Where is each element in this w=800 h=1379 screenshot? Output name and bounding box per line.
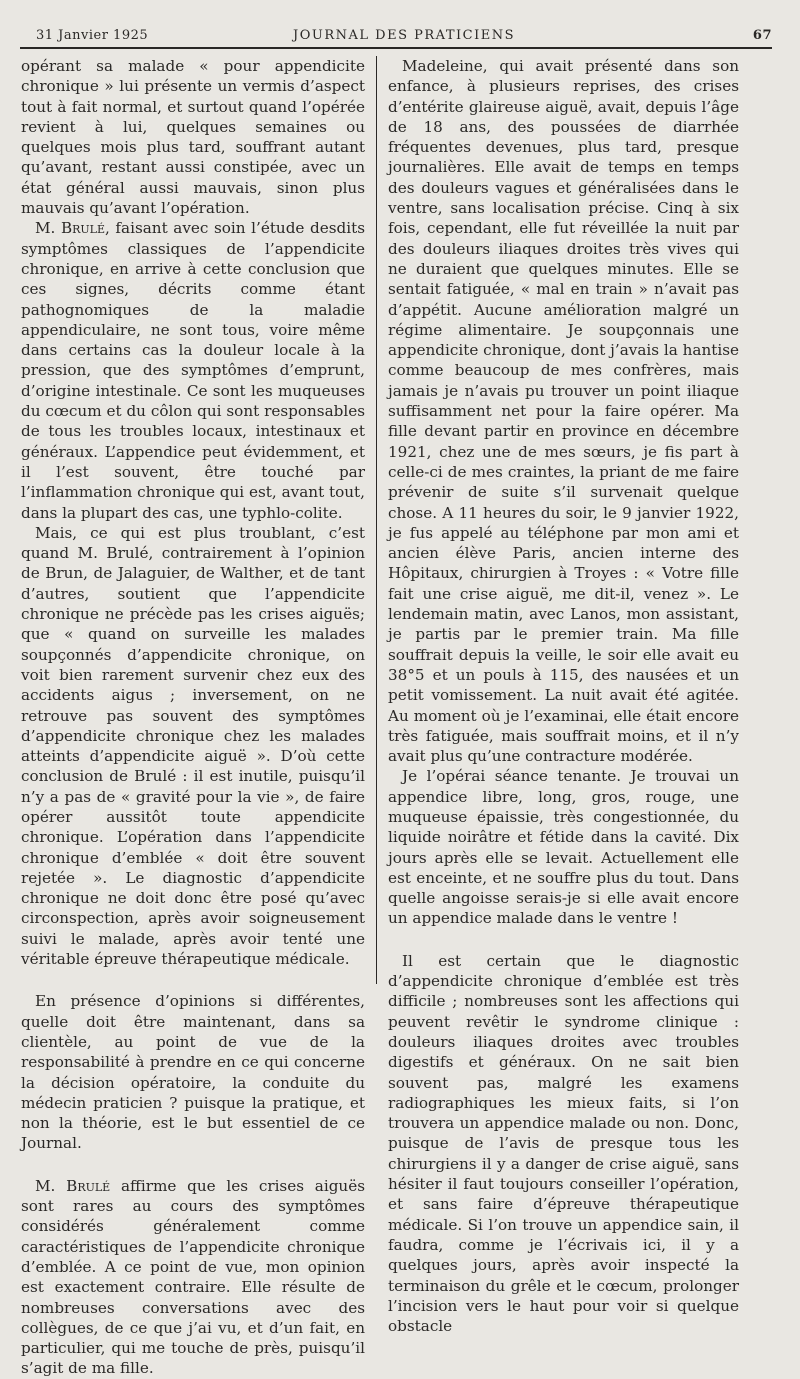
paragraph <box>21 1176 365 1379</box>
author-name: M. Brulé <box>35 1176 111 1195</box>
header-date: 31 Janvier 1925 <box>36 28 149 43</box>
paragraph-text: affirme que les crises aiguës sont rares au cours des symptômes considérés généralement comme caractéristiques de l’appendicite chronique d’emblée. A ce point de vue, mon opinion est exactement contraire. Elle résulte de nombreuses conversations avec des collègues, de ce que j’ai vu, et d’un fait, en particulier, qui me touche de près, puisqu’il s’agit de ma fille. <box>21 1176 365 1378</box>
section-gap <box>21 969 365 991</box>
paragraph: Mais, ce qui est plus troublant, c’est quand M. Brulé, contrairement à l’opinion de Brun, de Jalaguier, de Walther, et de tant d’autres, soutient que l’appendicite chronique ne précède pas les crises aiguës; que « quand on surveille les malades soupçonnés d’appendicite chronique, on voit bien rarement survenir chez eux des accidents aigus ; inversement, on ne retrouve pas souvent des symptômes d’appendicite chronique chez les malades atteints d’appendicite aiguë ». D’où cette conclusion de Brulé : il est inutile, puisqu’il n’y a pas de « gravité pour la vie », de faire opérer aussitôt toute appendicite chronique. L’opération dans l’appendicite chronique d’emblée « doit être souvent rejetée ». Le diagnostic d’appendicite chronique ne doit donc être posé qu’avec circonspection, après avoir soigneusement suivi le malade, après avoir tenté une véritable épreuve thérapeutique médicale. <box>21 523 365 969</box>
right-column <box>388 56 739 1336</box>
paragraph: Il est certain que le diagnostic d’appendicite chronique d’emblée est très difficile ; nombreuses sont les affections qui peuvent revêtir le syndrome clinique : douleurs iliaques droites avec troubles digestifs et généraux. On ne sait bien souvent pas, malgré les examens radiographiques les mieux faits, si l’on trouvera un appendice malade ou non. Donc, puisque de l’avis de presque tous les chirurgiens il y a danger de crise aiguë, sans hésiter il faut toujours conseiller l’opération, et sans faire d’épreuve thérapeutique médicale. Si l’on trouve un appendice sain, il faudra, comme je l’écrivais ici, il y a quelques jours, après avoir inspecté la terminaison du grêle et le cœcum, prolonger l’incision vers le haut pour voir si quelque obstacle <box>388 951 739 1336</box>
running-header <box>36 26 772 48</box>
paragraph <box>21 218 365 522</box>
paragraph: opérant sa malade « pour appendicite chronique » lui présente un vermis d’aspect tout à fait normal, et surtout quand l’opérée revient à lui, quelques semaines ou quelques mois plus tard, souffrant autant qu’avant, restant aussi constipée, avec un état général aussi mauvais, sinon plus mauvais qu’avant l’opération. <box>21 57 365 218</box>
left-column <box>21 56 365 1378</box>
page-number: 67 <box>752 28 772 43</box>
section-gap <box>388 929 739 951</box>
column-divider <box>376 56 377 984</box>
paragraph: Je l’opérai séance tenante. Je trouvai un appendice libre, long, gros, rouge, une muqueuse épaissie, très congestionnée, du liquide noirâtre et fétide dans la cavité. Dix jours après elle se levait. Actuellement elle est enceinte, et ne souffre plus du tout. Dans quelle angoisse serais-je si elle avait encore un appendice malade dans le ventre ! <box>388 767 739 928</box>
paragraph-text: , faisant avec soin l’étude desdits symptômes classiques de l’appendicite chronique, en arrive à cette conclusion que ces signes, décrits comme étant pathognomiques de la maladie appendiculaire, ne sont tous, voire même dans certains cas la douleur locale à la pression, que des symptômes d’emprunt, d’origine intestinale. Ce sont les muqueuses du cœcum et du côlon qui sont responsables de tous les troubles locaux, intestinaux et généraux. L’appendice peut évidemment, et il l’est souvent, être touché par l’inflammation chronique qui est, avant tout, dans la plupart des cas, une typhlo-colite. <box>21 219 365 522</box>
section-gap <box>21 1154 365 1176</box>
journal-title: JOURNAL DES PRATICIENS <box>293 28 515 43</box>
header-rule <box>20 47 772 49</box>
paragraph: En présence d’opinions si différentes, quelle doit être maintenant, dans sa clientèle, au point de vue de la responsabilité à prendre en ce qui concerne la décision opératoire, la conduite du médecin praticien ? puisque la pratique, et non la théorie, est le but essentiel de ce Journal. <box>21 992 365 1153</box>
author-name: M. Brulé <box>35 219 106 238</box>
paragraph: Madeleine, qui avait présenté dans son enfance, à plusieurs reprises, des crises d’entérite glaireuse aiguë, avait, depuis l’âge de 18 ans, des poussées de diarrhée fréquentes devenues, plus tard, presque journalières. Elle avait de temps en temps des douleurs vagues et généralisées dans le ventre, sans localisation précise. Cinq à six fois, cependant, elle fut réveillée la nuit par des douleurs iliaques droites très vives qui ne duraient que quelques minutes. Elle se sentait fatiguée, « mal en train » n’avait pas d’appétit. Aucune amélioration malgré un régime alimentaire. Je soupçonnais une appendicite chronique, dont j’avais la hantise comme beaucoup de mes confrères, mais jamais je n’avais pu trouver un point iliaque suffisamment net pour la faire opérer. Ma fille devant partir en province en décembre 1921, chez une de mes sœurs, je fis part à celle-ci de mes craintes, la priant de me faire prévenir de suite s’il survenait quelque chose. A 11 heures du soir, le 9 janvier 1922, je fus appelé au téléphone par mon ami et ancien élève Paris, ancien interne des Hôpitaux, chirurgien à Troyes : « Votre fille fait une crise aiguë, me dit-il, venez ». Le lendemain matin, avec Lanos, mon assistant, je partis par le premier train. Ma fille souffrait depuis la veille, le soir elle avait eu 38°5 et un pouls à 115, des nausées et un petit vomissement. La nuit avait été agitée. Au moment où je l’examinai, elle était encore très fatiguée, mais souffrait moins, et il n’y avait plus qu’une contracture modérée. <box>388 57 739 766</box>
